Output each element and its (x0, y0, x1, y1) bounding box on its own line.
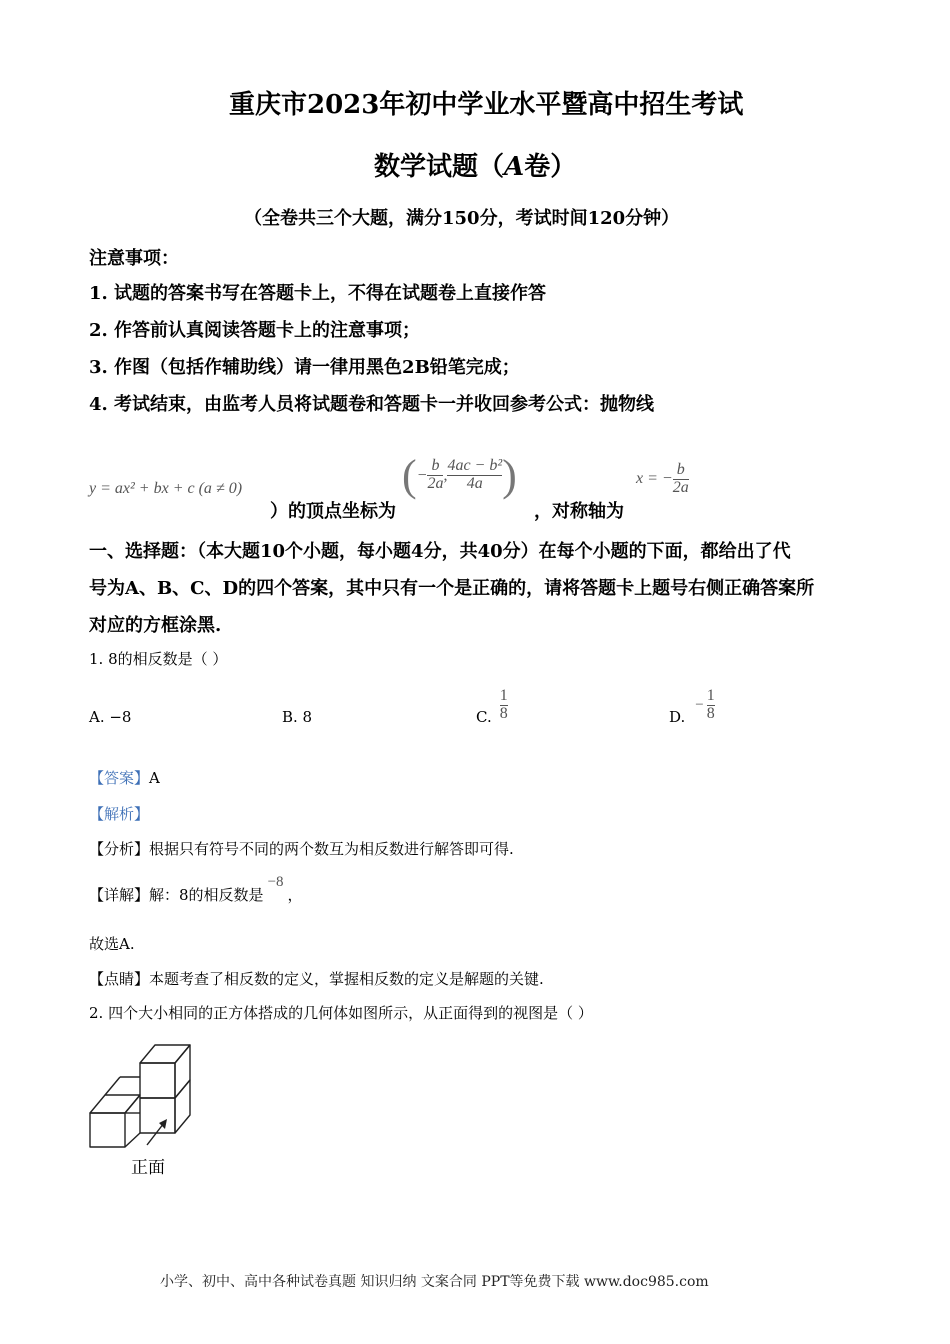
vertex-label: ）的顶点坐标为 (270, 501, 396, 522)
option-d: D. − $\frac{1}{8}$ (669, 686, 715, 726)
axis-label: ，对称轴为 (534, 501, 624, 522)
option-c: C. $\frac{1}{8}$ (476, 686, 508, 726)
section-heading: 一、选择题：（本大题10个小题，每小题4分，共40分）在每个小题的下面，都给出了代 (89, 541, 791, 562)
vertex-coordinates: ( − $\frac{b}{2a}$ , $\frac{\text{4ac − b²}}{4a}$ ) (402, 451, 517, 500)
choose-line: 故选A. (89, 935, 135, 953)
note-item: 1. 试题的答案书写在答题卡上，不得在试题卷上直接作答 (89, 283, 547, 304)
question-2-stem: 2. 四个大小相同的正方体搭成的几何体如图所示，从正面得到的视图是（ ） (89, 1004, 593, 1022)
cube-figure (80, 1035, 210, 1150)
xiangjie-line: 【详解】解：8的相反数是−8， (89, 874, 303, 904)
axis-formula: x = − $\frac{b}{2a}$ (636, 461, 689, 496)
note-item: 3. 作图（包括作辅助线）请一律用黑色2B铅笔完成； (89, 357, 520, 378)
answer-line: 【答案】A (89, 769, 160, 787)
note-item: 4. 考试结束，由监考人员将试题卷和答题卡一并收回参考公式：抛物线 (89, 394, 655, 415)
analysis-tag: 【解析】 (89, 805, 150, 823)
dianjing-line: 【点睛】本题考查了相反数的定义，掌握相反数的定义是解题的关键. (89, 970, 544, 988)
page-footer: 小学、初中、高中各种试卷真题 知识归纳 文案合同 PPT等免费下载 www.doc985.com (160, 1274, 709, 1290)
parabola-formula: y = ax² + bx + c (a ≠ 0) (89, 480, 243, 497)
exam-subtitle-paper: 数学试题（A卷） (374, 152, 577, 182)
question-1-stem: 1. 8的相反数是（ ） (89, 650, 228, 668)
notes-header: 注意事项： (89, 248, 179, 269)
option-a: A. −8 (89, 708, 132, 726)
option-b: B. 8 (282, 708, 313, 726)
fenxi-line: 【分析】根据只有符号不同的两个数互为相反数进行解答即可得. (89, 840, 514, 858)
figure-label-front: 正面 (131, 1158, 165, 1178)
section-text: 对应的方框涂黑. (89, 615, 222, 636)
note-item: 2. 作答前认真阅读答题卡上的注意事项； (89, 320, 421, 341)
exam-info: （全卷共三个大题，满分150分，考试时间120分钟） (244, 208, 680, 229)
exam-title: 重庆市2023年初中学业水平暨高中招生考试 (229, 90, 744, 120)
section-text: 号为A、B、C、D的四个答案，其中只有一个是正确的，请将答题卡上题号右侧正确答案所 (89, 578, 815, 599)
